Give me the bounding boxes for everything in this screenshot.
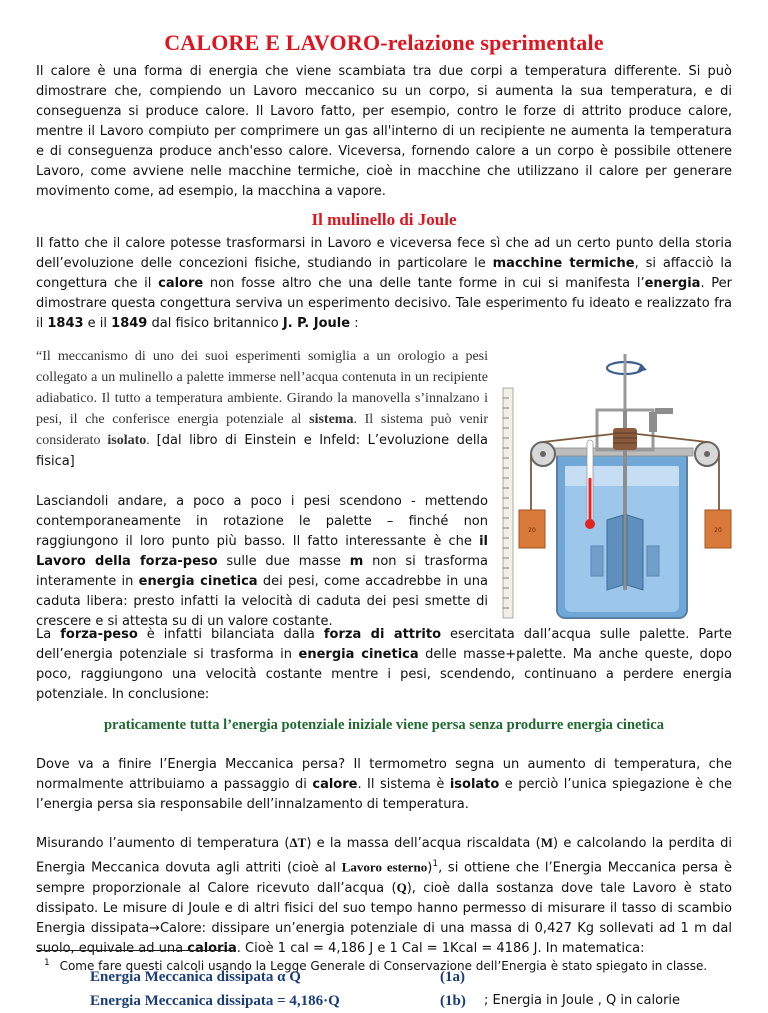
document-page bbox=[36, 30, 732, 1013]
joule-apparatus-figure bbox=[501, 350, 733, 620]
rotation-arrow-icon bbox=[607, 354, 647, 410]
page-title: CALORE E LAVORO-relazione sperimentale bbox=[164, 30, 604, 55]
conclusion-statement: praticamente tutta l’energia potenziale iniziale viene persa senza produrre energia cinetica bbox=[103, 717, 664, 733]
footnote-ref: 1 bbox=[432, 859, 439, 869]
cord-drum bbox=[613, 428, 637, 450]
footnote bbox=[44, 958, 734, 973]
footnote-text: Come fare questi calcoli usando la Legge Generale di Conservazione dell’Energia è stato spiegato in classe. bbox=[59, 959, 708, 973]
footnote-separator bbox=[36, 950, 236, 951]
joule-paragraph: Il fatto che il calore potesse trasformarsi in Lavoro e viceversa fece sì che ad un certo punto della storia dell’evoluzione delle concezioni fisiche, studiando in particolare le macchine termiche, si affacciò la congettura che il calore non fosse altro che una delle tante forme in cui si manifesta l’energia. Per dimostrare questa congettura serviva un esperimento decisivo. Tale esperimento fu ideato e realizzato fra il 1843 e il 1849 dal fisico britannico J. P. Joule : bbox=[36, 236, 733, 331]
left-weight-label: 20 bbox=[528, 527, 536, 534]
formula-1a: Energia Meccanica dissipata α Q (1a) bbox=[90, 969, 465, 986]
footnote-mark: 1 bbox=[44, 958, 50, 968]
energy-lost-paragraph: Dove va a finire l’Energia Meccanica persa? Il termometro segna un aumento di temperatura, che normalmente attribuiamo a passaggio di calore. Il sistema è isolato e perciò l’unica spiegazione è che l’energia persa sia responsabile dell’innalzamento di temperatura. bbox=[36, 757, 732, 812]
crank-handle bbox=[655, 408, 673, 414]
weights-paragraph: Lasciandoli andare, a poco a poco i pesi scendono - mettendo contemporaneamente in rotazione le palette – finché non raggiungono il loro punto più basso. Il fatto interessante è che il Lavoro della forza-peso sulle due masse m non si trasforma interamente in energia cinetica dei pesi, come accadrebbe in una caduta libera: presto infatti la velocità di caduta dei pesi smette di crescere e si attesta su di un valore costante. bbox=[36, 494, 489, 629]
friction-paragraph: La forza-peso è infatti bilanciata dalla forza di attrito esercitata dall’acqua sulle palette. Parte dell’energia potenziale si trasforma in energia cinetica delle masse+palette. Ma anche queste, dopo poco, raggiungono una velocità costante mentre i pesi, scendendo, continuano a perdere energia potenziale. In conclusione: bbox=[36, 627, 732, 702]
arrow-icon: → bbox=[149, 921, 160, 937]
einstein-quote: “Il meccanismo di uno dei suoi esperimenti somiglia a un orologio a pesi collegato a un mulinello a palette immerse nell’acqua contenuta in un recipiente adiabatico. Il tutto a temperatura ambiente. Girando la manovella s’innalzano i pesi, il che conferisce energia potenziale al sistema. Il sistema può venir considerato isolato. [dal libro di Einstein e Infeld: L’evoluzione della fisica] bbox=[36, 349, 489, 469]
intro-paragraph: Il calore è una forma di energia che viene scambiata tra due corpi a temperatura differente. Si può dimostrare che, compiendo un Lavoro meccanico su un corpo, si aumenta la sua temperatura, e di conseguenza si produce calore. Il Lavoro fatto, per esempio, contro le forze di attrito produce calore, mentre il Lavoro compiuto per comprimere un gas all'interno di un recipiente ne aumenta la temperatura e di conseguenza produce anch'esso calore. Viceversa, fornendo calore a un corpo è possibile ottenere Lavoro, come avviene nelle macchine termiche, cioè in macchine che utilizzano il calore per generare movimento come, ad esempio, la macchina a vapore. bbox=[36, 64, 732, 199]
measurement-paragraph: Misurando l’aumento di temperatura (ΔT) e la massa dell’acqua riscaldata (M) e calcolando la perdita di Energia Meccanica dovuta agli attriti (cioè al Lavoro esterno)$^1$, si ottiene che l’Energia Meccanica persa è sempre proporzionale al Calore ricevuto dall’acqua (Q), cioè dalla sostanza dove tale Lavoro è stato dissipato. Le misure di Joule e di altri fisici del suo tempo hanno permesso di misurare il tasso di scambio Energia dissipata→Calore: dissipare un’energia potenziale di una massa di 0,427 Kg sollevati ad 1 m dal suolo, equivale ad una caloria. Cioè 1 cal = 4,186 J e 1 Cal = 1Kcal = 4186 J. In matematica: bbox=[36, 835, 732, 957]
formula-1b: Energia Meccanica dissipata = 4,186·Q (1b) ; Energia in Joule , Q in calorie bbox=[90, 993, 681, 1010]
quote-block bbox=[36, 346, 488, 632]
ruler bbox=[503, 388, 513, 618]
quote-and-figure bbox=[36, 346, 732, 629]
section-title: Il mulinello di Joule bbox=[311, 210, 457, 229]
joule-apparatus-illustration bbox=[501, 350, 733, 620]
right-weight-label: 20 bbox=[714, 527, 722, 534]
